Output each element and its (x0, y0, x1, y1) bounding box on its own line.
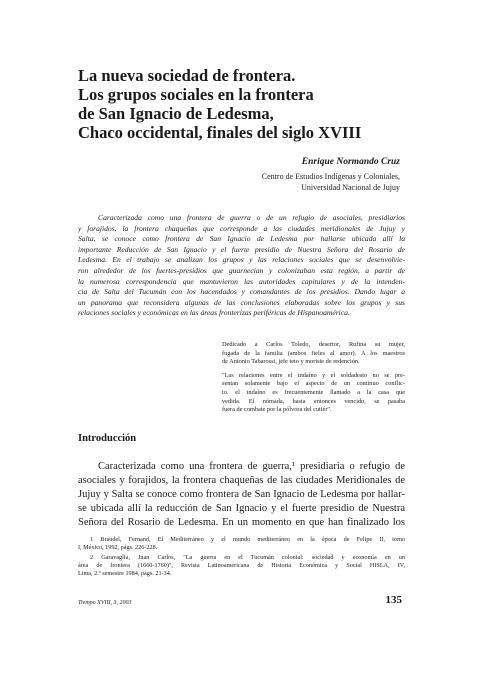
footnote-line: I, México, 1992, págs. 226-228. (78, 544, 158, 552)
affiliation-line: Centro de Estudios Indígenas y Coloniales, (261, 172, 400, 181)
footnote (78, 536, 405, 553)
epigraph (222, 372, 405, 415)
footnote-line: Lima, 2.º semestre 1984, págs. 21-34. (78, 570, 172, 578)
title-line: de San Ignacio de Ledesma, (78, 104, 274, 123)
footnotes (78, 536, 405, 578)
abstract-line: y forajidos, la frontera chaqueñas que corresponde a las ciudades meridionales de Jujuy y (78, 223, 405, 233)
epigraph-line: to. el indaíno es frecuentemente llamado a la casa que (222, 388, 405, 396)
abstract-line: importante Reducción de San Ignacio y el fuerte presidio de Nuestra Señora del Rosario de (78, 244, 405, 254)
body-line: se ubicada allí la reducción de San Ignacio y el fuerte presidio de Nuestra (78, 503, 405, 514)
dedication-line: Dedicado a Carlos Toledo, desertor, Rufina su mujer, (222, 341, 405, 348)
journal-reference: Tiempo XVIII, 3, 2003 (78, 600, 132, 606)
author-affiliation (262, 172, 400, 193)
epigraph-line: fuera de combate por la pólvora del cutiér". (222, 406, 332, 414)
abstract-line: la numerosa correspondencia que mantuvieron las autoridades capitulares y de la intenden- (78, 276, 405, 286)
body-line: Jujuy y Salta se conoce como frontera de San Ignacio de Ledesma por hallar- (78, 489, 405, 500)
abstract-line: Salta, se conoce como frontera de San Ignacio de Ledesma por hallarse ubicada allí la (78, 234, 405, 244)
epigraph-line: vedida. El nómada, hasta entonces vencido, se pasaba (222, 397, 405, 405)
article-title (78, 66, 418, 142)
epigraph-line: sentan solamente bajo el aspecto de un continuo conflic- (222, 380, 405, 388)
footnote (78, 554, 405, 579)
footnote-line: 2 Garavaglia, Juan Carlos, "La guerra en el Tucumán colonial: sociedad y economía en un (90, 553, 405, 561)
affiliation-line: Universidad Nacional de Jujuy (301, 182, 400, 192)
footnote-line: 1 Braudel, Fernand, El Mediterráneo y el mundo mediterráneo en la época de Felipe II, tomo (90, 536, 405, 543)
body-line: Caracterizada como una frontera de guerra,¹ presidiaria o refugio de (98, 461, 405, 472)
title-line: Chaco occidental, finales del siglo XVIII (78, 123, 362, 142)
abstract-line: un panorama que reconsidera algunas de las conclusiones elaboradas sobre los grupos y sus (78, 297, 405, 307)
title-line: La nueva sociedad de frontera. (78, 66, 296, 85)
body-line: Señora del Rosario de Ledesma. En un momento en que han finalizado los (78, 517, 405, 528)
abstract-line: cia de Salta del Tucumán con los hacendados y comandantes de los presidios. Dando lugar a (78, 287, 405, 297)
dedication-block (222, 341, 405, 415)
author-name: Enrique Normando Cruz (301, 157, 400, 167)
title-line: Los grupos sociales en la frontera (78, 85, 314, 104)
epigraph-line: "Las relaciones entre el indaíno y el soldadesto no se pre- (222, 371, 405, 379)
abstract (78, 213, 405, 319)
page-number: 135 (385, 594, 402, 606)
abstract-line: Caracterizada como una frontera de guerra o de un refugio de asociales, presidiarios (98, 213, 405, 222)
abstract-line: ron alrededor de los fuertes-presidios que guarnecían y colonizaban esta región, a partir de (78, 265, 405, 275)
section-heading: Introducción (78, 433, 137, 444)
dedication-line: de Antonio Tabarossi, jefe teto y moriste de redención. (222, 358, 360, 366)
abstract-line: Ledesma. En el trabajo se analizan los grupos y las relaciones sociales que se desenvolvie- (78, 255, 405, 265)
body-line: asociales y forajidos, la frontera chaqueñas de las ciudades Meridionales de (78, 475, 405, 486)
body-text (78, 460, 405, 530)
footnote-line: área de frontera (1660-1760)", Revista Latinoamericana de Historia Económica y Social HISLA, IV, (78, 561, 405, 569)
dedication-line: fugada de la familia (ambos fieles al amor). A los maestros (222, 349, 405, 357)
abstract-line: relaciones sociales y económicas en las áreas fronterizas periféricas de Hispanoamérica. (78, 308, 350, 318)
